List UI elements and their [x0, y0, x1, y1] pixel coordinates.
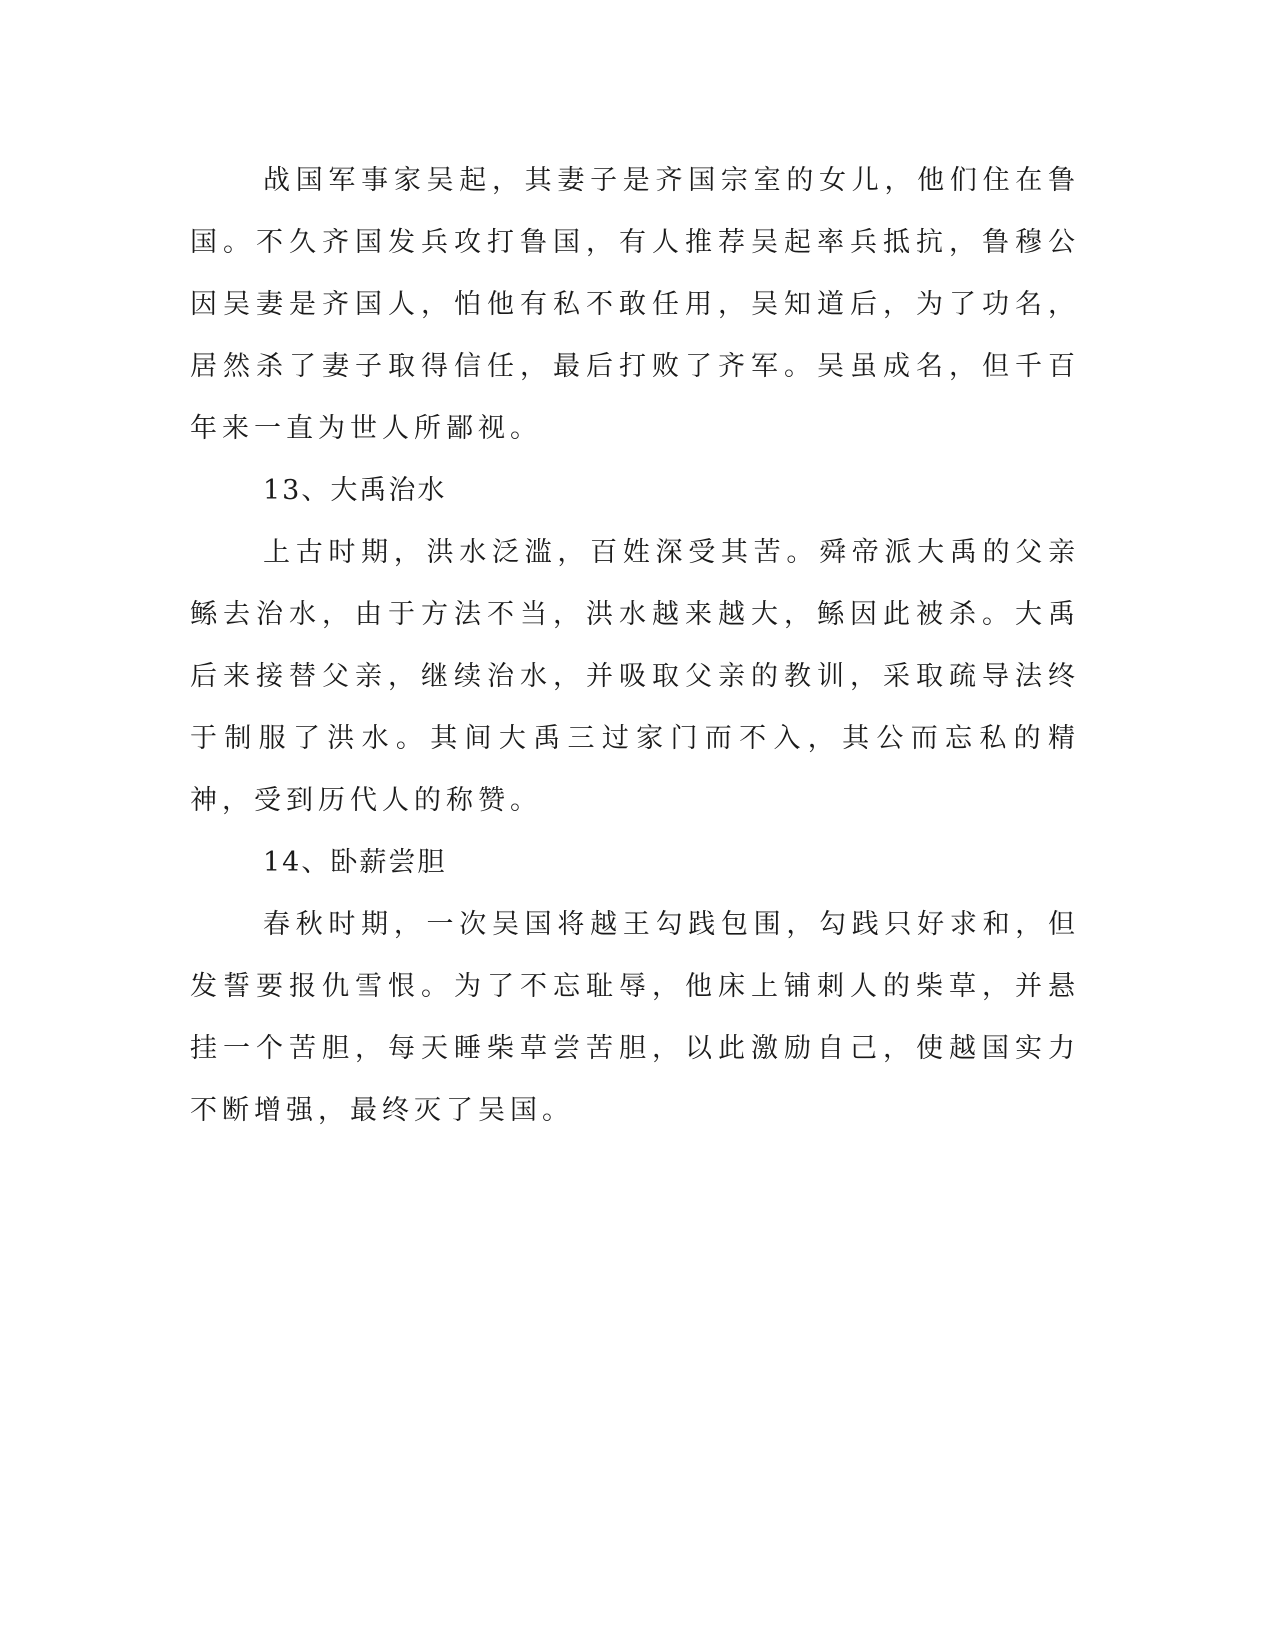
section-heading-14: 14、卧薪尝胆: [263, 847, 447, 878]
paragraph-wu-qi: 战国军事家吴起，其妻子是齐国宗室的女儿，他们住在鲁国。不久齐国发兵攻打鲁国，有人推荐吴起率兵抵抗，鲁穆公因吴妻是齐国人，怕他有私不敢任用，吴知道后，为了功名，居然杀了妻子取得信任，最后打败了齐军。吴虽成名，但千百年来一直为世人所鄙视。: [190, 165, 1080, 444]
paragraph-da-yu: 上古时期，洪水泛滥，百姓深受其苦。舜帝派大禹的父亲鲧去治水，由于方法不当，洪水越来越大，鲧因此被杀。大禹后来接替父亲，继续治水，并吸取父亲的教训，采取疏导法终于制服了洪水。其间大禹三过家门而不入，其公而忘私的精神，受到历代人的称赞。: [190, 537, 1080, 816]
section-heading-13: 13、大禹治水: [263, 475, 447, 506]
document-body: [190, 150, 1080, 1142]
paragraph-gou-jian: 春秋时期，一次吴国将越王勾践包围，勾践只好求和，但发誓要报仇雪恨。为了不忘耻辱，他床上铺刺人的柴草，并悬挂一个苦胆，每天睡柴草尝苦胆，以此激励自己，使越国实力不断增强，最终灭了吴国。: [190, 909, 1080, 1126]
